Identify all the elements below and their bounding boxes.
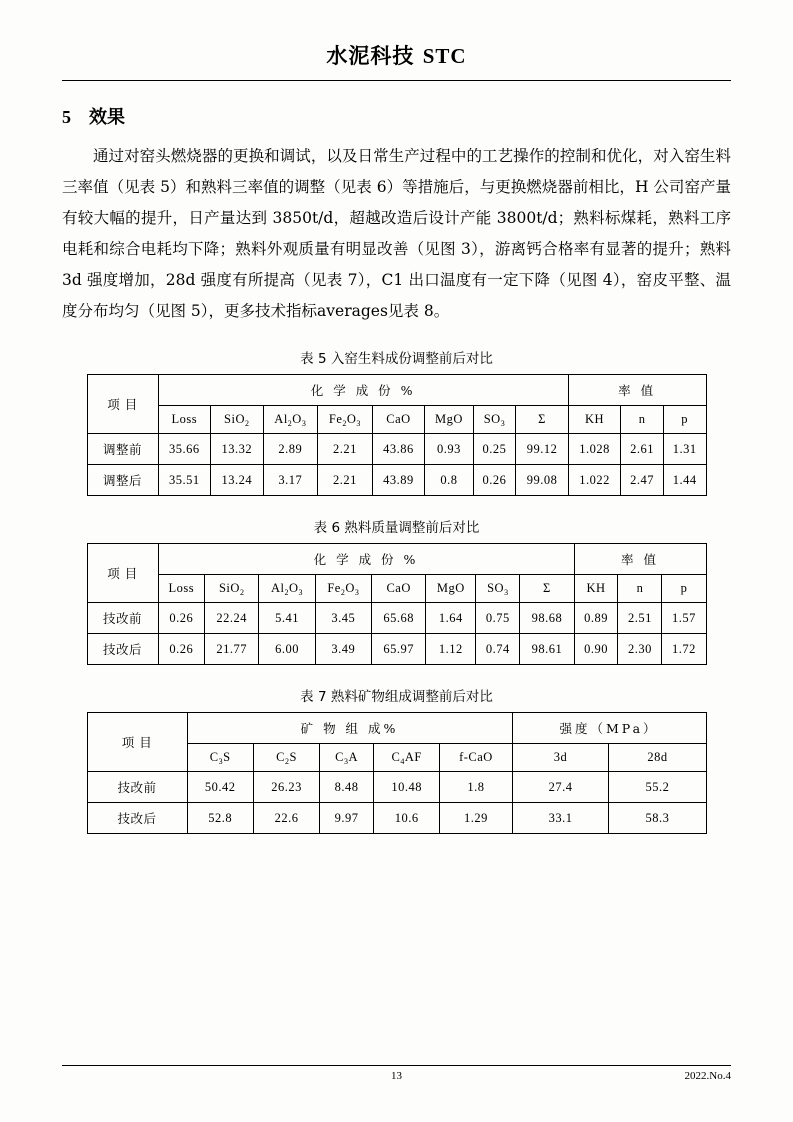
table-row bbox=[87, 544, 706, 575]
table5-header-3: $Fe_2O_3$ bbox=[318, 406, 373, 434]
section-heading bbox=[62, 103, 731, 129]
table7-row0-cell3: 10.48 bbox=[374, 772, 440, 803]
table6-row1-cell1: 21.77 bbox=[205, 634, 259, 665]
table-row bbox=[87, 465, 706, 496]
table6-row0-cell6: 0.75 bbox=[476, 603, 520, 634]
table6-row1-cell3: 3.49 bbox=[315, 634, 371, 665]
issue-label: 2022.No.4 bbox=[684, 1070, 731, 1082]
table5-row0-cell6: 0.25 bbox=[473, 434, 516, 465]
table6-header-9: n bbox=[618, 575, 662, 603]
table7-row0-cell6: 55.2 bbox=[609, 772, 706, 803]
table5-row1-cell7: 99.08 bbox=[516, 465, 569, 496]
table5-row1-cell6: 0.26 bbox=[473, 465, 516, 496]
body-paragraph: 通过对窑头燃烧器的更换和调试，以及日常生产过程中的工艺操作的控制和优化，对入窑生料三率值（见表 5）和熟料三率值的调整（见表 6）等措施后，与更换燃烧器前相比，H 公司窑产量有较大幅的提升，日产量达到 3850t/d，超越改造后设计产能 3800t/d；熟料标煤耗，熟料工序电耗和综合电耗均下降；熟料外观质量有明显改善（见图 3），游离钙合格率有显著的提升；熟料 3d 强度增加，28d 强度有所提高（见表 7），C1 出口温度有一定下降（见图 4），窑皮平整、温度分布均匀（见图 5），更多技术指标averages见表 8。 bbox=[62, 147, 731, 320]
table-row bbox=[87, 603, 706, 634]
table5-row0-cell9: 2.61 bbox=[621, 434, 664, 465]
table6-row1-cell8: 0.90 bbox=[574, 634, 618, 665]
table5-row0-cell3: 2.21 bbox=[318, 434, 373, 465]
table7-header-5: 3d bbox=[512, 744, 609, 772]
table5-group-rate: 率 值 bbox=[568, 375, 706, 406]
table6-row0-cell0: 0.26 bbox=[158, 603, 205, 634]
table7-header-0: $C_3S$ bbox=[187, 744, 253, 772]
table6-header-7: Σ bbox=[520, 575, 574, 603]
table7-header-6: 28d bbox=[609, 744, 706, 772]
table6-header-6: $SO_3$ bbox=[476, 575, 520, 603]
table6-group-rate: 率 值 bbox=[574, 544, 706, 575]
table6-row0-cell9: 2.51 bbox=[618, 603, 662, 634]
table6-caption: 表 6 熟料质量调整前后对比 bbox=[313, 520, 480, 536]
table6-row1-cell9: 2.30 bbox=[618, 634, 662, 665]
table5-row1-cell1: 13.24 bbox=[211, 465, 264, 496]
table7-row1-cell2: 9.97 bbox=[320, 803, 374, 834]
table5-col-item: 项 目 bbox=[87, 375, 158, 434]
table6-row0-cell4: 65.68 bbox=[372, 603, 426, 634]
table5-row1-cell5: 0.8 bbox=[425, 465, 474, 496]
table6-row1-cell2: 6.00 bbox=[259, 634, 315, 665]
table6-row0-cell1: 22.24 bbox=[205, 603, 259, 634]
table5-header-4: CaO bbox=[372, 406, 425, 434]
table6-header-10: p bbox=[662, 575, 706, 603]
table7-group-mineral: 矿 物 组 成% bbox=[187, 713, 512, 744]
table5-header-8: KH bbox=[568, 406, 621, 434]
table5-header-9: n bbox=[621, 406, 664, 434]
header-title-cjk: 水泥科技 bbox=[326, 43, 415, 68]
table7-row0-cell2: 8.48 bbox=[320, 772, 374, 803]
table5-row0-label: 调整前 bbox=[87, 434, 158, 465]
table5-row1-cell2: 3.17 bbox=[263, 465, 318, 496]
table5-header-0: Loss bbox=[158, 406, 211, 434]
table5-header-6: $SO_3$ bbox=[473, 406, 516, 434]
table7-caption: 表 7 熟料矿物组成调整前后对比 bbox=[300, 689, 493, 705]
table6-header-1: SiO$_2$ bbox=[205, 575, 259, 603]
table5-row0-cell7: 99.12 bbox=[516, 434, 569, 465]
table7-header-1: $C_2S$ bbox=[253, 744, 319, 772]
table6-row1-cell7: 98.61 bbox=[520, 634, 574, 665]
table5-header-7: Σ bbox=[516, 406, 569, 434]
table6-col-item: 项 目 bbox=[87, 544, 158, 603]
table7-row1-label: 技改后 bbox=[87, 803, 187, 834]
table5-header-10: p bbox=[663, 406, 706, 434]
table7-row0-cell1: 26.23 bbox=[253, 772, 319, 803]
table6-row0-cell5: 1.64 bbox=[426, 603, 476, 634]
table5-group-chem: 化 学 成 份 % bbox=[158, 375, 568, 406]
footer-divider bbox=[62, 1065, 731, 1066]
table6-row1-cell6: 0.74 bbox=[476, 634, 520, 665]
table7 bbox=[87, 712, 707, 834]
page-content bbox=[62, 40, 731, 834]
table6-row0-cell3: 3.45 bbox=[315, 603, 371, 634]
table5-row1-cell8: 1.022 bbox=[568, 465, 621, 496]
table5-header-1: SiO$_2$ bbox=[211, 406, 264, 434]
table5-row0-cell1: 13.32 bbox=[211, 434, 264, 465]
table-row bbox=[87, 406, 706, 434]
table7-row1-cell1: 22.6 bbox=[253, 803, 319, 834]
table7-header-3: $C_4AF$ bbox=[374, 744, 440, 772]
table7-row0-cell4: 1.8 bbox=[440, 772, 512, 803]
table6-row1-label: 技改后 bbox=[87, 634, 158, 665]
table7-row1-cell0: 52.8 bbox=[187, 803, 253, 834]
table5-row0-cell0: 35.66 bbox=[158, 434, 211, 465]
table6-row0-cell7: 98.68 bbox=[520, 603, 574, 634]
table6-row1-cell4: 65.97 bbox=[372, 634, 426, 665]
table6-header-5: MgO bbox=[426, 575, 476, 603]
table-row bbox=[87, 575, 706, 603]
table7-row0-cell0: 50.42 bbox=[187, 772, 253, 803]
table5-row0-cell8: 1.028 bbox=[568, 434, 621, 465]
table7-header-2: $C_3A$ bbox=[320, 744, 374, 772]
table6-row0-cell10: 1.57 bbox=[662, 603, 706, 634]
table5-row0-cell10: 1.31 bbox=[663, 434, 706, 465]
table5-row1-cell10: 1.44 bbox=[663, 465, 706, 496]
table7-row1-cell5: 33.1 bbox=[512, 803, 609, 834]
table6-header-4: CaO bbox=[372, 575, 426, 603]
table5-row1-cell0: 35.51 bbox=[158, 465, 211, 496]
table-row bbox=[87, 434, 706, 465]
table5-row0-cell5: 0.93 bbox=[425, 434, 474, 465]
table-row bbox=[87, 375, 706, 406]
table6-row1-cell0: 0.26 bbox=[158, 634, 205, 665]
table7-row0-label: 技改前 bbox=[87, 772, 187, 803]
table6-header-0: Loss bbox=[158, 575, 205, 603]
table7-col-item: 项 目 bbox=[87, 713, 187, 772]
section-title-text: 效果 bbox=[89, 107, 125, 128]
table7-row1-cell3: 10.6 bbox=[374, 803, 440, 834]
table-row bbox=[87, 803, 706, 834]
table5-header-5: MgO bbox=[425, 406, 474, 434]
table-row bbox=[87, 634, 706, 665]
table6-row1-cell10: 1.72 bbox=[662, 634, 706, 665]
table5-row0-cell2: 2.89 bbox=[263, 434, 318, 465]
page-footer bbox=[62, 1065, 731, 1086]
table-row bbox=[87, 772, 706, 803]
table6-row0-label: 技改前 bbox=[87, 603, 158, 634]
page-header bbox=[62, 40, 731, 78]
table5-row1-cell4: 43.89 bbox=[372, 465, 425, 496]
table7-row1-cell6: 58.3 bbox=[609, 803, 706, 834]
header-divider bbox=[62, 80, 731, 81]
table6-header-8: KH bbox=[574, 575, 618, 603]
table6-row1-cell5: 1.12 bbox=[426, 634, 476, 665]
page-number: 13 bbox=[391, 1070, 402, 1082]
table6-row0-cell2: 5.41 bbox=[259, 603, 315, 634]
table5-header-2: $Al_2O_3$ bbox=[263, 406, 318, 434]
table6-group-chem: 化 学 成 份 % bbox=[158, 544, 574, 575]
section-number: 5 bbox=[62, 107, 71, 127]
table5-row0-cell4: 43.86 bbox=[372, 434, 425, 465]
table7-row1-cell4: 1.29 bbox=[440, 803, 512, 834]
table6-header-3: $Fe_2O_3$ bbox=[315, 575, 371, 603]
table-row bbox=[87, 713, 706, 744]
table6-header-2: $Al_2O_3$ bbox=[259, 575, 315, 603]
table5-row1-cell9: 2.47 bbox=[621, 465, 664, 496]
table7-group-strength: 强度（MPa） bbox=[512, 713, 706, 744]
table6 bbox=[87, 543, 707, 665]
table6-row0-cell8: 0.89 bbox=[574, 603, 618, 634]
table5-row1-cell3: 2.21 bbox=[318, 465, 373, 496]
table5-caption: 表 5 入窑生料成份调整前后对比 bbox=[300, 351, 493, 367]
table7-header-4: f-CaO bbox=[440, 744, 512, 772]
table5-row1-label: 调整后 bbox=[87, 465, 158, 496]
table5 bbox=[87, 374, 707, 496]
table7-row0-cell5: 27.4 bbox=[512, 772, 609, 803]
header-title-latin: STC bbox=[422, 44, 467, 68]
